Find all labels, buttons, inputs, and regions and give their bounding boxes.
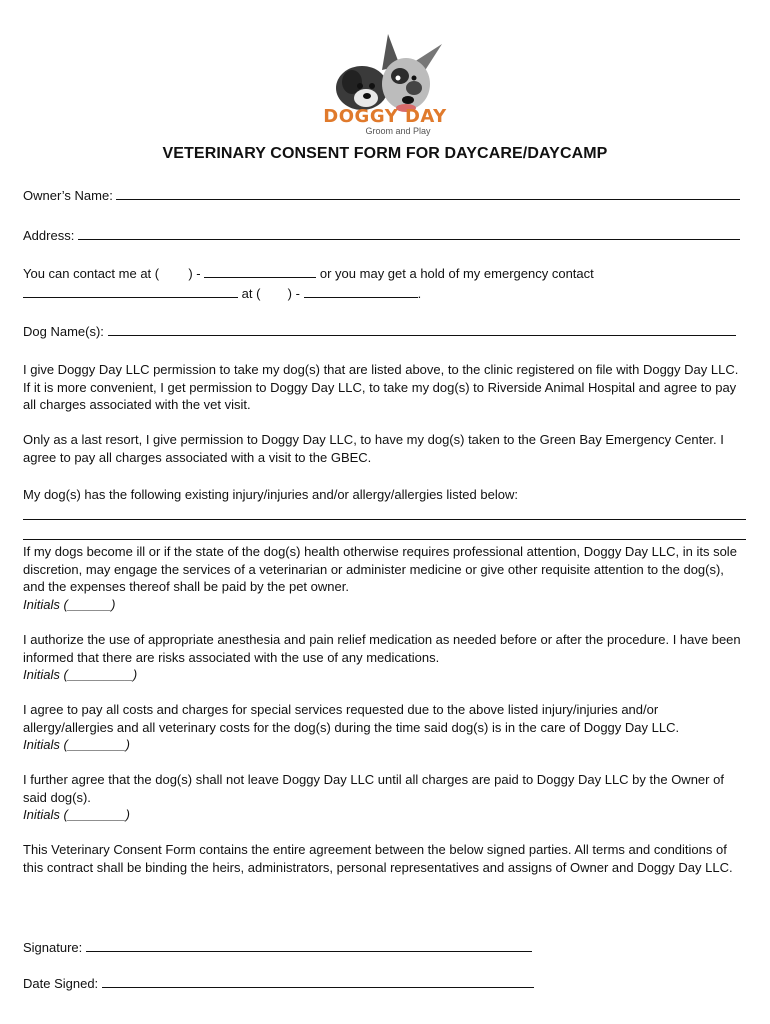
anesthesia-paragraph	[23, 631, 749, 684]
injuries-line-1[interactable]	[23, 519, 746, 520]
address-label: Address:	[23, 228, 75, 243]
emergency-contact-name-field[interactable]	[23, 284, 238, 298]
owner-name-label: Owner’s Name:	[23, 188, 113, 203]
costs-initials[interactable]: Initials (________)	[23, 737, 130, 753]
doggy-day-logo	[318, 26, 450, 138]
last-resort-paragraph: Only as a last resort, I give permission to Doggy Day LLC, to have my dog(s) taken to the Green Bay Emergency Center. I agree to pay all charges associated with a visit to the GBEC.	[23, 432, 724, 465]
injuries-paragraph: My dog(s) has the following existing injury/injuries and/or allergy/allergies listed below:	[23, 487, 518, 502]
dog-names-row	[23, 322, 747, 341]
permission-paragraph: I give Doggy Day LLC permission to take my dog(s) that are listed above, to the clinic registered on file with Doggy Day LLC. If it is more convenient, I get permission to Doggy Day LLC, to take my dog(s) to Riverside Animal Hospital and agree to pay all charges associated with the vet visit.	[23, 362, 739, 413]
contact-text-4: at (	[241, 286, 261, 301]
signature-label: Signature:	[23, 940, 83, 955]
entire-agreement-paragraph: This Veterinary Consent Form contains the entire agreement between the below signed parties. All terms and conditions of this contract shall be binding the heirs, administrators, personal representatives and assigns of Owner and Doggy Day LLC.	[23, 842, 733, 875]
form-title: VETERINARY CONSENT FORM FOR DAYCARE/DAYCAMP	[162, 145, 608, 162]
date-signed-row	[23, 974, 747, 993]
contact-row-1	[23, 264, 747, 283]
contact-text-3: or you may get a hold of my emergency contact	[319, 266, 594, 281]
owner-name-row	[23, 186, 747, 205]
owner-name-field[interactable]	[116, 186, 740, 200]
dog-names-field[interactable]	[108, 322, 736, 336]
signature-row	[23, 938, 747, 957]
emergency-area-code-field[interactable]	[264, 285, 284, 298]
ill-initials[interactable]: Initials (______)	[23, 596, 116, 612]
contact-area-code-field[interactable]	[163, 265, 185, 278]
costs-paragraph	[23, 701, 749, 754]
leave-paragraph	[23, 771, 749, 824]
signature-field[interactable]	[86, 938, 532, 952]
contact-row-2	[23, 284, 747, 303]
leave-text: I further agree that the dog(s) shall not leave Doggy Day LLC until all charges are paid to Doggy Day LLC by the Owner of said dog(s).	[23, 772, 724, 805]
injuries-line-2[interactable]	[23, 539, 746, 540]
contact-text-2: ) -	[188, 266, 201, 281]
ill-text: If my dogs become ill or if the state of the dog(s) health otherwise requires professional attention, Doggy Day LLC, in its sole discretion, may engage the services of a veterinarian or administer medicine or give other requisite attention to the dog(s), and the expenses thereof shall be paid by the pet owner.	[23, 544, 737, 595]
anesthesia-text: I authorize the use of appropriate anesthesia and pain relief medication as needed before or after the procedure. I have been informed that there are risks associated with the use of any medications.	[23, 632, 741, 665]
emergency-phone-field[interactable]	[304, 284, 418, 298]
address-field[interactable]	[78, 226, 740, 240]
date-signed-label: Date Signed:	[23, 976, 99, 991]
contact-text-6: .	[417, 286, 422, 301]
contact-text-5: ) -	[287, 286, 300, 301]
ill-paragraph	[23, 543, 749, 613]
contact-text-1: You can contact me at (	[23, 266, 160, 281]
address-row	[23, 226, 747, 245]
costs-text: I agree to pay all costs and charges for special services requested due to the above listed injury/injuries and/or allergy/allergies and all veterinary costs for the dog(s) during the time said dog(s) is in the care of Doggy Day LLC.	[23, 702, 680, 735]
dog-names-label: Dog Name(s):	[23, 324, 104, 339]
anesthesia-initials[interactable]: Initials (_________)	[23, 667, 138, 683]
contact-phone-field[interactable]	[204, 264, 316, 278]
leave-initials[interactable]: Initials (________)	[23, 807, 130, 823]
logo-tagline: Groom and Play	[365, 126, 431, 136]
logo-brand: DOGGY DAY	[323, 106, 447, 127]
date-signed-field[interactable]	[102, 974, 534, 988]
